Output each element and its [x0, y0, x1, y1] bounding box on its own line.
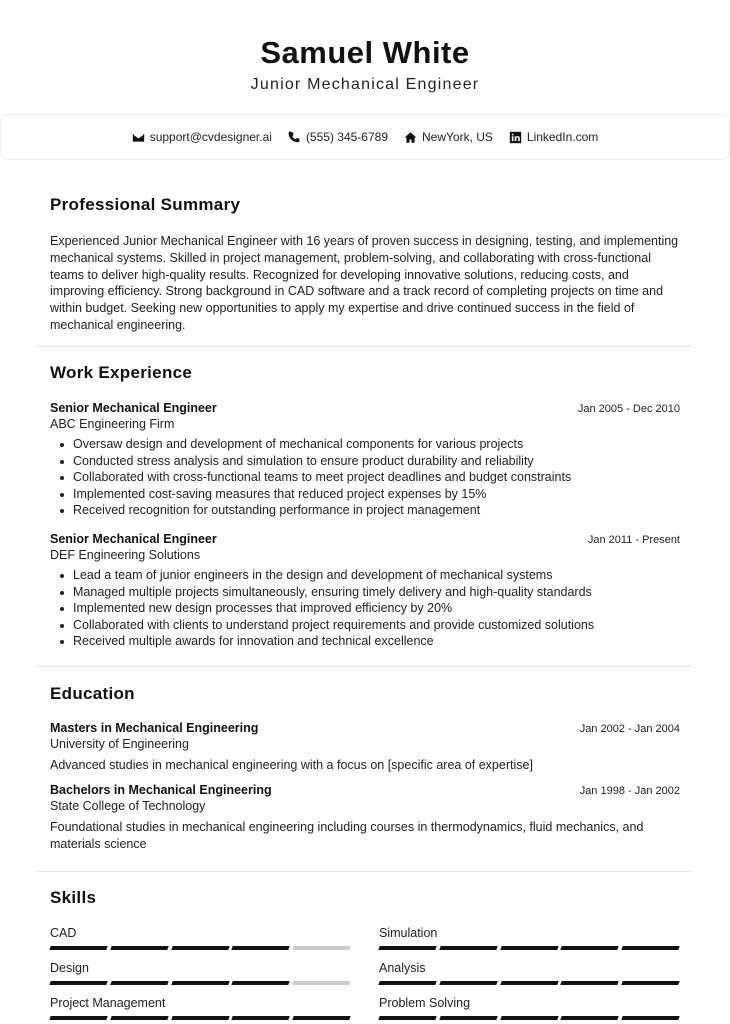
skill-segment-filled [232, 981, 290, 985]
experience-heading: Work Experience [50, 363, 193, 382]
skill-segment-filled [561, 946, 619, 950]
skill-level-bar [50, 981, 350, 985]
skill-segment-filled [49, 981, 107, 985]
education-school: University of Engineering [50, 737, 189, 751]
skill-segment-filled [439, 946, 497, 950]
summary-heading: Professional Summary [50, 195, 241, 214]
job-bullet: Conducted stress analysis and simulation to ensure product durability and reliability [50, 453, 680, 470]
education-heading: Education [50, 684, 135, 703]
skill-level-bar [379, 946, 679, 950]
skill-segment-filled [561, 1016, 619, 1020]
job-bullets [50, 567, 680, 650]
skill-name: Simulation [379, 926, 438, 940]
job-bullet: Received recognition for outstanding performance in project management [50, 502, 680, 519]
skill-name: Problem Solving [379, 996, 471, 1010]
job-dates: Jan 2005 - Dec 2010 [577, 403, 680, 415]
skill-segment-filled [49, 946, 107, 950]
summary-text: Experienced Junior Mechanical Engineer with 16 years of proven success in designing, testing, and implementing mechanical systems. Skilled in project management, problem-solving, and collaborating with cross-functional teams to deliver high-quality results. Recognized for developing innovative solutions, reducing costs, and improving efficiency. Strong background in CAD software and a track record of completing projects on time and within budget. Seeking new opportunities to apply my expertise and drive continued success in the field of mechanical engineering. [50, 234, 679, 332]
skill-segment-filled [500, 946, 558, 950]
summary-section [50, 195, 680, 334]
resume-header [0, 0, 730, 95]
skill-segment-filled [621, 946, 679, 950]
job-bullet: Oversaw design and development of mechanical components for various projects [50, 436, 680, 453]
job-bullet: Managed multiple projects simultaneously, ensuring timely delivery and high-quality standards [50, 584, 680, 601]
candidate-name: Samuel White [260, 35, 470, 70]
skill-segment-filled [378, 946, 436, 950]
skill-segment-filled [439, 981, 497, 985]
job-role: Senior Mechanical Engineer [50, 401, 217, 415]
skill-item [50, 961, 350, 985]
skill-name: Analysis [379, 961, 426, 975]
education-entry [50, 782, 680, 853]
contact-location [404, 130, 493, 144]
section-divider [36, 871, 693, 872]
section-divider [36, 346, 693, 347]
job-role: Senior Mechanical Engineer [50, 531, 217, 546]
home-icon [404, 131, 417, 144]
contact-bar [0, 114, 730, 160]
job-company: ABC Engineering Firm [50, 417, 175, 431]
contact-email-text: support@cvdesigner.ai [149, 130, 272, 144]
job-company: DEF Engineering Solutions [50, 547, 201, 562]
job-dates: Jan 2011 - Present [587, 533, 680, 546]
education-school: State College of Technology [50, 798, 206, 813]
skill-segment-empty [292, 981, 350, 985]
job-entry [50, 531, 680, 650]
contact-email[interactable] [132, 130, 272, 144]
job-bullet: Collaborated with cross-functional teams to meet project deadlines and budget constraints [50, 469, 680, 486]
skill-name: Project Management [50, 996, 166, 1010]
skill-segment-filled [171, 946, 229, 950]
skill-segment-filled [561, 981, 619, 985]
experience-section [50, 363, 680, 650]
skills-heading: Skills [50, 888, 97, 907]
skill-segment-filled [500, 981, 558, 985]
job-bullet: Collaborated with clients to understand project requirements and provide customized solutions [50, 617, 680, 634]
phone-icon [288, 131, 301, 144]
job-bullet: Lead a team of junior engineers in the design and development of mechanical systems [50, 567, 680, 584]
skill-segment-filled [110, 1016, 168, 1020]
skill-segment-empty [292, 946, 350, 950]
contact-linkedin-text: LinkedIn.com [526, 130, 599, 144]
education-dates: Jan 1998 - Jan 2002 [579, 784, 680, 797]
education-entry [50, 720, 680, 774]
skill-segment-filled [171, 981, 229, 985]
education-degree: Bachelors in Mechanical Engineering [50, 782, 272, 797]
education-description: Foundational studies in mechanical engineering including courses in thermodynamics, fluid mechanics, and materials science [50, 819, 644, 851]
section-divider [36, 666, 693, 667]
skill-item [379, 961, 679, 985]
envelope-icon [132, 131, 145, 144]
skill-segment-filled [232, 1016, 290, 1020]
skill-segment-filled [232, 946, 290, 950]
skill-item [50, 996, 350, 1020]
linkedin-icon [509, 131, 522, 144]
contact-phone[interactable] [288, 130, 388, 144]
skill-segment-filled [171, 1016, 229, 1020]
job-bullet: Implemented cost-saving measures that reduced project expenses by 15% [50, 486, 680, 503]
education-degree: Masters in Mechanical Engineering [50, 721, 259, 735]
job-entry [50, 400, 680, 519]
contact-phone-text: (555) 345-6789 [305, 130, 388, 144]
skill-segment-filled [292, 1016, 350, 1020]
skill-segment-filled [500, 1016, 558, 1020]
skill-level-bar [379, 1016, 679, 1020]
skill-level-bar [379, 981, 679, 985]
job-bullet: Implemented new design processes that improved efficiency by 20% [50, 600, 680, 617]
skill-segment-filled [378, 1016, 436, 1020]
skills-section [50, 888, 680, 908]
skill-segment-filled [110, 981, 168, 985]
education-section [50, 684, 680, 852]
skill-segment-filled [110, 946, 168, 950]
contact-location-text: NewYork, US [422, 130, 493, 144]
skill-item [379, 996, 679, 1020]
skill-name: CAD [50, 926, 77, 940]
skill-level-bar [50, 946, 350, 950]
skill-segment-filled [378, 981, 436, 985]
skill-segment-filled [439, 1016, 497, 1020]
candidate-title: Junior Mechanical Engineer [250, 76, 480, 93]
job-bullet: Received multiple awards for innovation and technical excellence [50, 633, 680, 650]
skill-segment-filled [621, 981, 679, 985]
job-bullets [50, 436, 680, 519]
skill-item [50, 926, 350, 950]
skill-item [379, 926, 679, 950]
skill-segment-filled [621, 1016, 679, 1020]
education-dates: Jan 2002 - Jan 2004 [579, 723, 680, 735]
skill-segment-filled [49, 1016, 107, 1020]
skill-level-bar [50, 1016, 350, 1020]
education-description: Advanced studies in mechanical engineering with a focus on [specific area of expertise] [50, 758, 533, 772]
contact-linkedin[interactable] [509, 130, 598, 144]
skill-name: Design [50, 961, 89, 975]
